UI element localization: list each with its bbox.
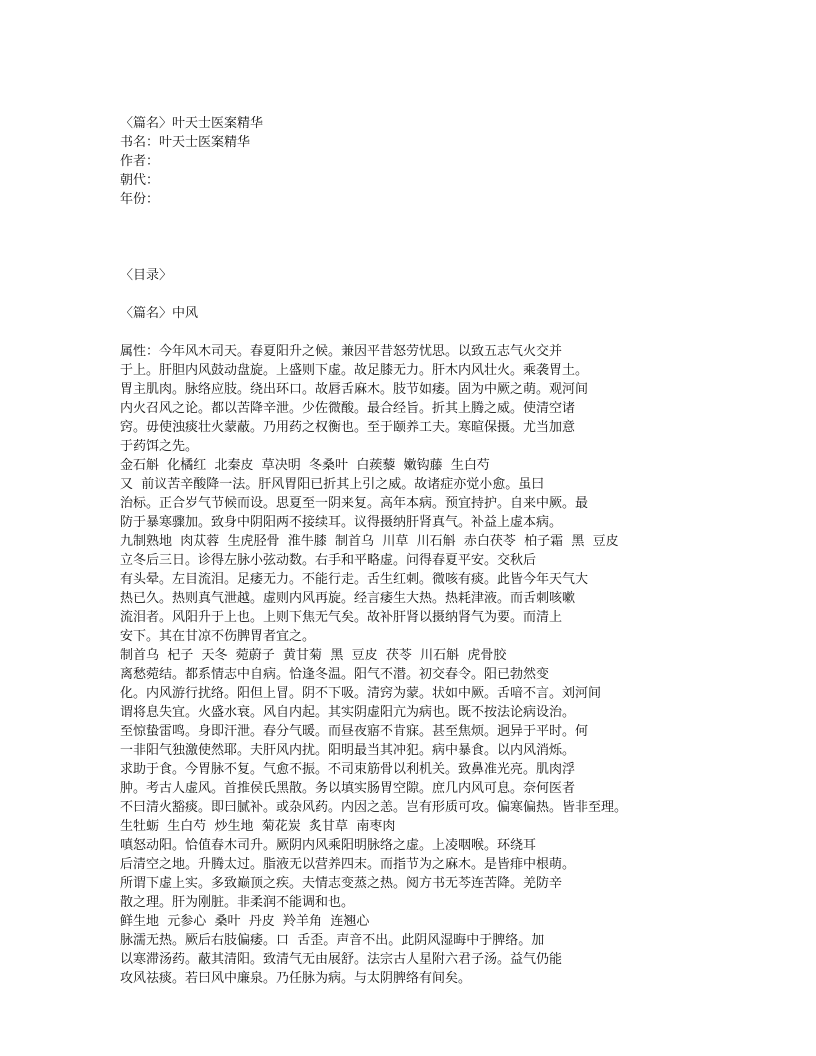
body-text-line: 窍。毋使浊痰壮火蒙蔽。乃用药之权衡也。至于颐养工夫。寒暄保摄。尤当加意 bbox=[120, 420, 576, 435]
body-text-line: 离愁菀结。都系情志中自病。恰逢冬温。阳气不潜。初交春令。阳已勃然变 bbox=[120, 667, 550, 682]
body-text-line: 化。内风游行扰络。阳但上冒。阴不下吸。清窍为蒙。状如中厥。舌喑不言。刘河间 bbox=[120, 686, 602, 701]
body-text-line: 嗔怒动阳。恰值春木司升。厥阴内风乘阳明脉络之虚。上凌咽喉。环绕耳 bbox=[120, 838, 537, 853]
body-text-line: 流泪者。风阳升于上也。上则下焦无气矣。故补肝肾以摄纳肾气为要。而清上 bbox=[120, 610, 563, 625]
spacer bbox=[120, 228, 760, 247]
body-text-line: 又 前议苦辛酸降一法。肝风胃阳已折其上引之威。故诸症亦觉小愈。虽曰 bbox=[120, 477, 545, 492]
body-text-line: 有头晕。左目流泪。足痿无力。不能行走。舌生红刺。微咳有痰。此皆今年天气大 bbox=[120, 572, 589, 587]
section-heading: 〈篇名〉中风 bbox=[120, 306, 199, 321]
body-text-line: 攻风祛痰。若曰风中廉泉。乃任脉为病。与太阴脾络有间矣。 bbox=[120, 971, 472, 986]
body-text-line: 一非阳气独激使然耶。夫肝风内扰。阳明最当其冲犯。病中暴食。以内风消烁。 bbox=[120, 743, 576, 758]
body-text-line: 谓将息失宜。火盛水衰。风自内起。其实阴虚阳亢为病也。既不按法论病设治。 bbox=[120, 705, 576, 720]
body-text-line: 后清空之地。升腾太过。脂液无以营养四末。而指节为之麻木。是皆痱中根萌。 bbox=[120, 857, 576, 872]
body-text-line: 防于暴寒骤加。致身中阴阳两不接续耳。议得摄纳肝肾真气。补益上虚本病。 bbox=[120, 515, 563, 530]
body-text-line: 安下。其在甘凉不伤脾胃者宜之。 bbox=[120, 629, 316, 644]
body-text-line: 内火召风之论。都以苦降辛泄。少佐微酸。最合经旨。折其上腾之威。使清空诸 bbox=[120, 401, 576, 416]
body-text-line: 所谓下虚上实。多致巅顶之疾。夫情志变蒸之热。阅方书无芩连苦降。羌防辛 bbox=[120, 876, 563, 891]
book-name-line: 书名：叶天士医案精华 bbox=[120, 135, 251, 150]
body-text-line: 于药饵之先。 bbox=[120, 439, 199, 454]
body-text-line: 治标。正合岁气节候而设。思夏至一阴来复。高年本病。预宜持护。自来中厥。最 bbox=[120, 496, 589, 511]
body-text-line: 求助于食。今胃脉不复。气愈不振。不司束筋骨以利机关。致鼻准光亮。肌肉浮 bbox=[120, 762, 576, 777]
body-text-line: 九制熟地 肉苁蓉 生虎胫骨 淮牛膝 制首乌 川草 川石斛 赤白茯苓 柏子霜 黑 豆皮 bbox=[120, 534, 619, 549]
spacer bbox=[120, 209, 760, 228]
spacer bbox=[120, 323, 760, 342]
year-line: 年份： bbox=[120, 192, 160, 207]
body-text-line: 金石斛 化橘红 北秦皮 草决明 冬桑叶 白蒺藜 嫩钩藤 生白芍 bbox=[120, 458, 490, 473]
body-text-line: 热已久。热则真气泄越。虚则内风再旋。经言痿生大热。热耗津液。而舌刺咳嗽 bbox=[120, 591, 576, 606]
body-text-line: 属性：今年风木司天。春夏阳升之候。兼因平昔怒劳忧思。以致五志气火交并 bbox=[120, 344, 563, 359]
author-line: 作者： bbox=[120, 154, 160, 169]
body-text-line: 不曰清火豁痰。即曰腻补。或杂风药。内因之恙。岂有形质可攻。偏寒偏热。皆非至理。 bbox=[120, 800, 628, 815]
body-text-line: 制首乌 杞子 天冬 菀蔚子 黄甘菊 黑 豆皮 茯苓 川石斛 虎骨胶 bbox=[120, 648, 507, 663]
spacer bbox=[120, 247, 760, 266]
body-text-line: 脉濡无热。厥后右肢偏痿。口 舌歪。声音不出。此阴风湿晦中于脾络。加 bbox=[120, 933, 545, 948]
document-page bbox=[120, 114, 760, 988]
chapter-title-line: 〈篇名〉叶天士医案精华 bbox=[120, 116, 264, 131]
body-text-line: 生牡蛎 生白芍 炒生地 菊花炭 炙甘草 南枣肉 bbox=[120, 819, 396, 834]
body-text-line: 鲜生地 元参心 桑叶 丹皮 羚羊角 连翘心 bbox=[120, 914, 370, 929]
body-text-line: 立冬后三日。诊得左脉小弦动数。右手和平略虚。问得春夏平安。交秋后 bbox=[120, 553, 537, 568]
section-body bbox=[120, 342, 760, 988]
body-text-line: 胃主肌肉。脉络应肢。绕出环口。故唇舌麻木。肢节如痿。固为中厥之萌。观河间 bbox=[120, 382, 589, 397]
toc-heading: 〈目录〉 bbox=[120, 268, 173, 283]
dynasty-line: 朝代： bbox=[120, 173, 160, 188]
body-text-line: 于上。肝胆内风鼓动盘旋。上盛则下虚。故足膝无力。肝木内风壮火。乘袭胃土。 bbox=[120, 363, 589, 378]
body-text-line: 肿。考古人虚风。首推侯氏黑散。务以填实肠胃空隙。庶几内风可息。奈何医者 bbox=[120, 781, 576, 796]
body-text-line: 散之理。肝为刚脏。非柔润不能调和也。 bbox=[120, 895, 355, 910]
body-text-line: 以寒滞汤药。蔽其清阳。致清气无由展舒。法宗古人星附六君子汤。益气仍能 bbox=[120, 952, 563, 967]
spacer bbox=[120, 285, 760, 304]
body-text-line: 至惊蛰雷鸣。身即汗泄。春分气暖。而昼夜寤不肯寐。甚至焦烦。迥异于平时。何 bbox=[120, 724, 589, 739]
